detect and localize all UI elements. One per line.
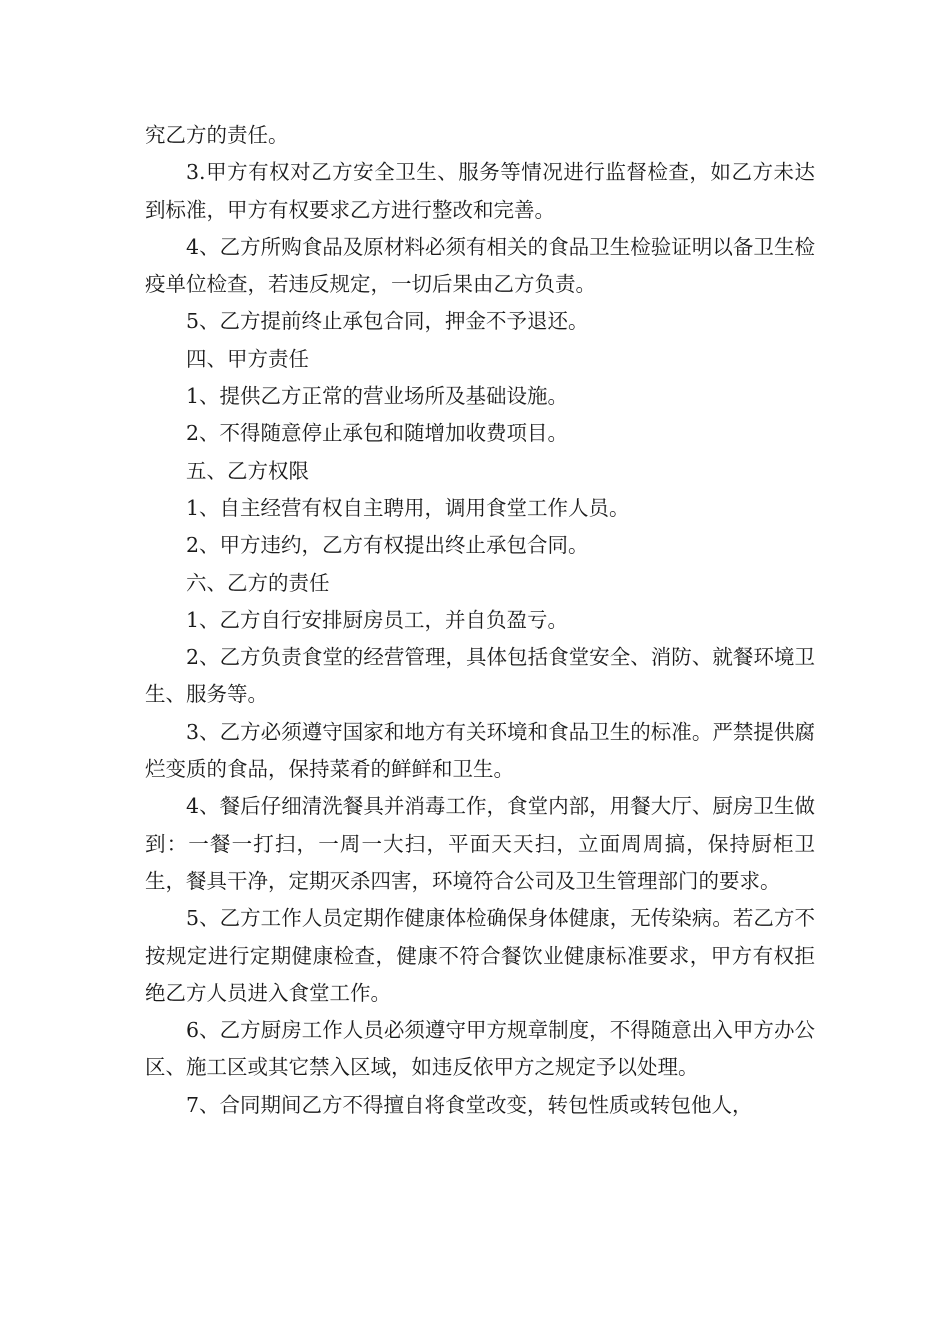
paragraph-party-b-duty-2: 2、乙方负责食堂的经营管理，具体包括食堂安全、消防、就餐环境卫生、服务等。 xyxy=(145,645,815,707)
document-body xyxy=(145,117,815,1124)
paragraph-party-a-duty-1: 1、提供乙方正常的营业场所及基础设施。 xyxy=(186,384,569,409)
paragraph-party-b-duty-5: 5、乙方工作人员定期作健康体检确保身体健康，无传染病。若乙方不按规定进行定期健康检查，健康不符合餐饮业健康标准要求，甲方有权拒绝乙方人员进入食堂工作。 xyxy=(145,906,815,1005)
section-heading-party-b-duties: 六、乙方的责任 xyxy=(186,570,330,595)
paragraph-party-b-right-1: 1、自主经营有权自主聘用，调用食堂工作人员。 xyxy=(186,495,630,520)
section-heading-party-a-duties: 四、甲方责任 xyxy=(186,346,309,371)
paragraph-party-b-right-2: 2、甲方违约，乙方有权提出终止承包合同。 xyxy=(186,533,589,558)
paragraph-clause-4-food-certificates: 4、乙方所购食品及原材料必须有相关的食品卫生检验证明以备卫生检疫单位检查，若违反规定，一切后果由乙方负责。 xyxy=(145,234,815,297)
paragraph-continuation: 究乙方的责任。 xyxy=(145,123,289,147)
paragraph-clause-5-deposit: 5、乙方提前终止承包合同，押金不予退还。 xyxy=(186,309,589,334)
section-heading-party-b-rights: 五、乙方权限 xyxy=(186,458,309,483)
paragraph-party-b-duty-6: 6、乙方厨房工作人员必须遵守甲方规章制度，不得随意出入甲方办公区、施工区或其它禁入区域，如违反依甲方之规定予以处理。 xyxy=(145,1018,815,1080)
paragraph-party-b-duty-3: 3、乙方必须遵守国家和地方有关环境和食品卫生的标准。严禁提供腐烂变质的食品，保持菜肴的鲜鲜和卫生。 xyxy=(145,719,815,782)
paragraph-clause-3-supervision: 3.甲方有权对乙方安全卫生、服务等情况进行监督检查，如乙方未达到标准，甲方有权要求乙方进行整改和完善。 xyxy=(145,160,815,222)
paragraph-party-b-duty-1: 1、乙方自行安排厨房员工，并自负盈亏。 xyxy=(186,607,569,632)
paragraph-party-b-duty-7: 7、合同期间乙方不得擅自将食堂改变，转包性质或转包他人， xyxy=(186,1092,753,1117)
paragraph-party-a-duty-2: 2、不得随意停止承包和随增加收费项目。 xyxy=(186,421,569,446)
paragraph-party-b-duty-4: 4、餐后仔细清洗餐具并消毒工作，食堂内部，用餐大厅、厨房卫生做到：一餐一打扫，一周一大扫，平面天天扫，立面周周搞，保持厨柜卫生，餐具干净，定期灭杀四害，环境符合公司及卫生管理部门的要求。 xyxy=(145,794,815,893)
